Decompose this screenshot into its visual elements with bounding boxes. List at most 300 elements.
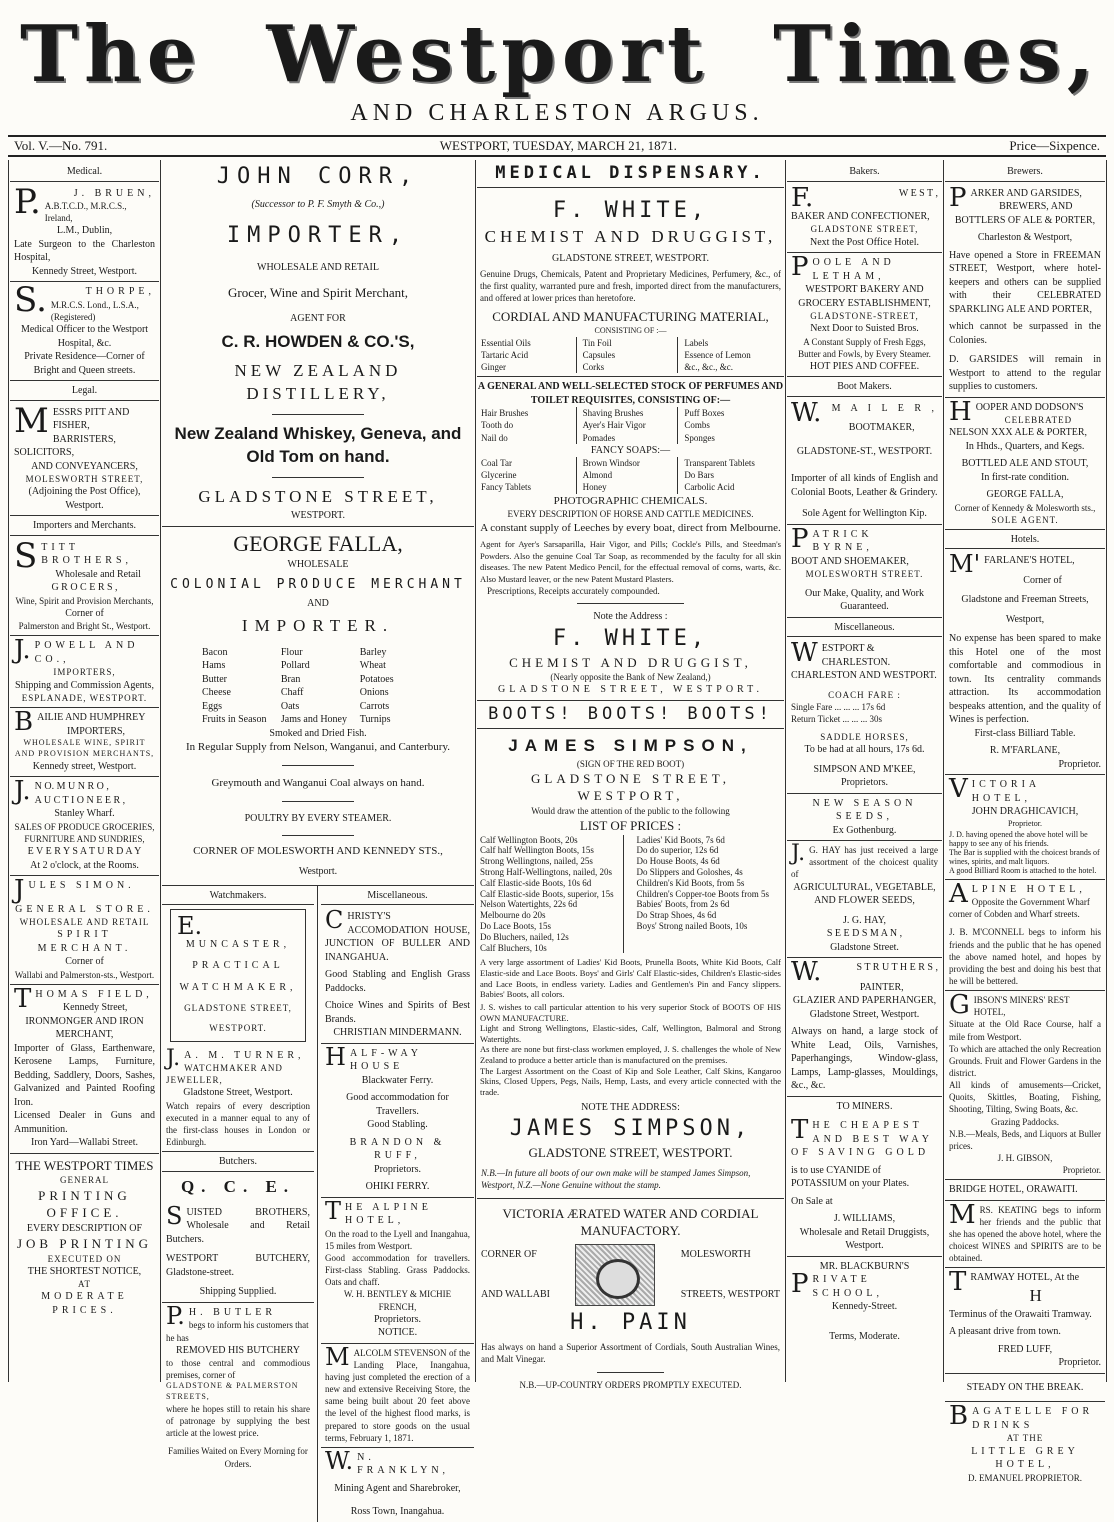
ad-title: HOMAS FIELD, <box>35 988 153 1000</box>
ad-line: MERCHANT, <box>55 1029 114 1041</box>
ad-victoria-hotel <box>945 775 1105 879</box>
ad-line: Importer of Glass, Earthenware, Kerosene Lamps, Furniture, Bedding, Saddlery, Doors, Sashes, Galvanized and Painted Roofing Iron. <box>14 1042 155 1108</box>
drop-cap: A <box>949 878 968 909</box>
ad-line: The Bar is supplied with the choicest brands of wines, spirits, and malt liquors. <box>949 848 1100 867</box>
section-heading: Brewers. <box>945 164 1105 182</box>
ad-muncaster <box>170 909 306 1041</box>
col2-bottom-right <box>318 886 474 1522</box>
ad-line: Grazing Paddocks. <box>991 1116 1059 1127</box>
ad-line: Would draw the attention of the public to the following <box>531 805 730 816</box>
ad-line: IMPORTERS, <box>67 725 126 737</box>
ad-line: GENERAL <box>60 1175 109 1186</box>
ad-title: FARLANE'S HOTEL, <box>984 555 1075 567</box>
drop-cap: P <box>791 1269 809 1300</box>
ad-line: In Hhds., Quarters, and Kegs. <box>965 440 1085 452</box>
list-item: Strong Half-Wellingtons, nailed, 20s <box>480 867 613 877</box>
ad-line: Wallabi and Palmerston-sts., Westport. <box>14 969 155 980</box>
list-item: Transparent Tablets <box>684 458 755 469</box>
list-item: Nelson Watertights, 22s 6d <box>480 899 578 910</box>
ad-line: WESTPORT BUTCHERY, Gladstone-street. <box>166 1253 310 1278</box>
ad-line: IMPORTERS, <box>53 667 116 678</box>
ad-line: AT <box>78 1279 91 1290</box>
column-5 <box>945 162 1105 1483</box>
list-item: Shaving Brushes <box>582 408 644 419</box>
drop-cap: P. <box>166 1301 185 1330</box>
ad-line: Private Residence—Corner of Bright and Queen streets. <box>24 351 145 376</box>
ad-line: MR. BLACKBURN'S <box>819 1260 910 1272</box>
ad-line: A Constant Supply of Fresh Eggs, Butter and Fowls, by Every Steamer. <box>798 336 931 359</box>
ad-line: Situate at the Old Race Course, half a mile from Westport. <box>949 1019 1101 1042</box>
list-item: Carrots <box>359 700 390 712</box>
ad-printing-office <box>10 1154 159 1321</box>
ad-line: H <box>1029 1285 1042 1305</box>
ad-line: WESTPORT BAKERY AND <box>805 284 924 296</box>
list-item: Do Bars <box>684 470 715 481</box>
drop-cap: T <box>791 1115 809 1146</box>
list-item: Calf Wellington Boots, 20s <box>480 834 578 845</box>
column-rule <box>785 160 786 1382</box>
ad-line: G R O C E R S , <box>51 582 118 594</box>
list-item: Capsules <box>582 349 616 360</box>
ad-title: JAMES SIMPSON, <box>509 1116 752 1141</box>
ad-line: BAKER AND CONFECTIONER, <box>791 210 930 222</box>
ad-line: CELEBRATED <box>1004 415 1073 425</box>
ad-line: WATCHMAKER, <box>179 981 297 993</box>
ad-title: MUNCASTER, <box>185 938 291 950</box>
ad-line: FRED LUFF, <box>997 1343 1053 1355</box>
drop-cap: M' <box>949 550 981 579</box>
ad-halfway <box>321 1044 474 1198</box>
ad-title: IBSON'S MINERS' REST HOTEL, <box>973 995 1070 1018</box>
ad-line: Families Waited on Every Morning for Orders. <box>168 1446 308 1469</box>
ad-line: MOLESWORTH <box>680 1249 751 1261</box>
ad-line: GLADSTONE STREET, WESTPORT. <box>552 252 709 264</box>
ad-line: Grocer, Wine and Spirit Merchant, <box>228 285 408 301</box>
ad-line: Sole Agent for Wellington Kip. <box>802 508 927 520</box>
ad-line: PRACTICAL <box>192 960 284 972</box>
ad-line: GLAZIER AND PAPERHANGER, <box>792 995 937 1007</box>
ad-line: NELSON XXX ALE & PORTER, <box>949 427 1088 439</box>
ad-line: Proprietors. <box>841 777 888 789</box>
ad-title: VICTORIA ÆRATED WATER AND CORDIAL MANUFACTORY. <box>502 1205 759 1239</box>
ad-seeds-header <box>787 794 942 842</box>
list-item: &c., &c., &c. <box>684 362 734 373</box>
ad-line: COACH FARE : <box>828 689 901 700</box>
list-item: Nail do <box>481 432 508 443</box>
ad-line: WHOLESALE <box>287 559 349 571</box>
col2-bottom-left <box>162 886 318 1522</box>
ad-title: THORPE, <box>85 286 155 298</box>
ad-line: begs to inform his customers that he has <box>166 1320 309 1343</box>
list-item: Hair Brushes <box>481 408 529 419</box>
ad-line: A.B.T.C.D., M.R.C.S., Ireland, <box>44 201 127 224</box>
drop-cap: J. <box>14 635 31 666</box>
ad-line: CORNER OF <box>481 1249 537 1261</box>
ad-line: Importer of all kinds of English and Colonial Boots, Leather & Grindery. <box>791 473 938 498</box>
title-word: Westport <box>266 8 709 100</box>
drop-cap: J. <box>791 841 806 867</box>
list-item: Children's Copper-toe Boots from 5s <box>636 888 769 899</box>
ad-line: GLADSTONE STREET, <box>184 1003 292 1014</box>
column-1 <box>10 162 159 1382</box>
drop-cap: V <box>949 774 968 805</box>
ad-munro <box>10 777 159 876</box>
list-item: Hams <box>202 660 226 672</box>
cordial-list <box>477 337 784 373</box>
list-item: Combs <box>684 420 710 431</box>
goods-col-1 <box>202 646 276 727</box>
drop-cap: W <box>791 638 818 669</box>
ad-title: POWELL AND CO., <box>34 640 139 665</box>
ad-line: J. WILLIAMS, <box>833 1213 896 1225</box>
list-item: Eggs <box>202 700 222 712</box>
ad-line: Proprietors. <box>374 1313 421 1325</box>
list-item: Do do superior, 12s 6d <box>636 845 719 856</box>
ad-title: RIVATE SCHOOL, <box>812 1274 884 1299</box>
ad-line: Westport. <box>845 1240 884 1252</box>
ad-line: BOOT AND SHOEMAKER, <box>791 555 909 567</box>
ad-alpine-hotel-col2 <box>321 1198 474 1344</box>
ad-title: TITT BROTHERS, <box>41 541 133 567</box>
ad-line: Gladstone Street, Westport. <box>809 1008 920 1020</box>
list-item: Pollard <box>280 660 310 672</box>
ad-line: N.B.—In future all boots of our own make will be stamped James Simpson, Westport, N.Z.—None Genuine without the stamp. <box>477 1161 784 1198</box>
column-rule <box>475 160 476 1382</box>
ad-line: A pleasant drive from town. <box>949 1326 1061 1338</box>
list-item: Fancy Tablets <box>481 482 531 493</box>
ad-line: (SIGN OF THE RED BOOT) <box>576 758 685 769</box>
ad-line: JOB PRINTING <box>16 1236 153 1252</box>
column-rule <box>1106 160 1107 1382</box>
ad-line: Next Door to Suisted Bros. <box>810 323 919 335</box>
ad-line: which cannot be surpassed in the Colonies. <box>949 321 1101 346</box>
ad-line: Our Make, Quality, and Work Guaranteed. <box>805 587 924 613</box>
ad-title: HE ALPINE HOTEL, <box>345 1201 432 1227</box>
ad-line: Ex Gothenburg. <box>832 824 897 836</box>
ad-line: On the road to the Lyell and Inangahua, 15 miles from Westport. <box>325 1228 470 1251</box>
ad-title: COLONIAL PRODUCE MERCHANT <box>170 576 466 592</box>
ad-line: E V E R Y S A T U R D A Y <box>27 846 142 858</box>
ad-line: Good Stabling. <box>367 1119 428 1131</box>
ad-line: Proprietor. <box>1062 1165 1101 1176</box>
ad-line: Has always on hand a Superior Assortment of Cordials, South Australian Wines, and Malt Vinegar. <box>481 1342 780 1365</box>
ad-line: No expense has been spared to make this Hotel one of the most comfortable and commodious in town. Its centrality commands attraction. Its accommodation bespeaks attention, and the quality of Wines is perfection. <box>949 633 1101 726</box>
ad-line: On Sale at <box>791 1195 833 1207</box>
ad-line: BOTTLERS OF ALE & PORTER, <box>954 214 1096 226</box>
ad-line: PHOTOGRAPHIC CHEMICALS. <box>553 494 708 507</box>
ad-line: Kennedy Street, Westport. <box>31 265 138 277</box>
ad-line: Palmerston and Bright St., Westport. <box>18 621 151 632</box>
ad-title: JOHN CORR, <box>216 164 420 189</box>
ad-title: OOLE AND LETHAM, <box>812 257 895 282</box>
ad-line: Westport. <box>65 499 104 511</box>
ad-line: EVERY DESCRIPTION OF <box>26 1222 143 1234</box>
list-item: Do Slippers and Goloshes, 4s <box>636 867 743 877</box>
newspaper-title <box>20 8 1100 100</box>
list-item: Calf Bluchers, 10s <box>480 942 547 953</box>
ad-coach <box>787 639 942 794</box>
ad-line: JOHN DRAGHICAVICH, <box>971 806 1079 818</box>
ad-title: ULES SIMON. <box>28 880 135 892</box>
ad-struthers <box>787 958 942 1097</box>
ad-line: MODERATE PRICES. <box>41 1291 128 1316</box>
list-item: Honey <box>582 482 607 493</box>
drop-cap: S <box>14 535 38 576</box>
ad-line: All kinds of amusements—Cricket, Quoits, Skittles, Boating, Fishing, Shooting, Tilting, Swing Boats, &c. <box>949 1080 1101 1115</box>
ad-line: J. H. GIBSON, <box>997 1152 1053 1163</box>
ad-gibson <box>945 991 1105 1180</box>
list-item: Children's Kid Boots, from 5s <box>636 877 745 888</box>
ad-line: Kennedy street, Westport. <box>32 760 137 772</box>
ad-mailer <box>787 399 942 525</box>
ad-line: Good accommodation for travellers. First-class Stabling. Grass Paddocks. Oats and chaff. <box>325 1253 470 1288</box>
list-item: Puff Boxes <box>684 408 725 419</box>
ad-line: To which are attached the only Recreation Grounds. Fruit and Flower Gardens in the district. <box>949 1043 1101 1078</box>
list-item: Strong Wellingtons, nailed, 25s <box>480 856 593 867</box>
factory-engraving-row <box>477 1240 784 1306</box>
column-rule <box>943 160 944 1382</box>
section-heading: Importers and Merchants. <box>10 518 159 536</box>
drop-cap: M <box>325 1342 350 1371</box>
ad-title: THE WESTPORT TIMES <box>15 1157 154 1173</box>
ad-line: Opposite the Government Wharf <box>971 897 1090 908</box>
ad-line: MOLESWORTH STREET, <box>25 474 144 485</box>
ad-title: CORDIAL AND MANUFACTURING MATERIAL, <box>492 309 769 325</box>
ad-line: IRONMONGER AND IRON <box>25 1015 144 1027</box>
ad-poole <box>787 253 942 377</box>
ad-line: Terms, Moderate. <box>829 1330 900 1342</box>
ad-title: BOOTS! BOOTS! BOOTS! <box>477 701 784 729</box>
ad-title: ESTPORT & CHARLESTON. <box>821 643 891 668</box>
ad-line: BREWERS, AND <box>999 201 1073 212</box>
ad-line: Shipping Supplied. <box>199 1286 277 1298</box>
dateline-bar <box>8 135 1106 157</box>
ad-line: Corner of <box>65 956 104 968</box>
ad-line: W. H. BENTLEY & MICHIE FRENCH, <box>343 1289 452 1312</box>
ad-west <box>787 184 942 254</box>
drop-cap: P <box>949 182 967 213</box>
ad-title: S T R U T H E R S , <box>856 962 938 974</box>
ad-title: N. FRANKLYN, <box>357 1451 450 1477</box>
ad-pitt <box>10 400 159 517</box>
ad-bagatelle <box>945 1402 1105 1486</box>
list-item: Cheese <box>202 687 231 699</box>
ad-line: Medical Officer to the Westport Hospital, &c. <box>20 324 149 349</box>
ad-line: Smoked and Dried Fish. <box>269 727 367 739</box>
goods-list <box>162 646 474 727</box>
ad-line: A U C T I O N E E R , <box>34 794 126 806</box>
drop-cap: F. <box>791 182 814 213</box>
ad-school <box>787 1257 942 1347</box>
list-item: Chaff <box>280 687 304 699</box>
ad-line: WATCHMAKER AND JEWELLER, <box>166 1063 283 1086</box>
ad-line: Choice Wines and Spirits of Best Brands. <box>325 1000 470 1025</box>
ad-mfarlane <box>945 551 1105 775</box>
list-item: Tooth do <box>481 420 514 431</box>
drop-cap: T <box>325 1196 342 1225</box>
ad-line: AND <box>307 598 329 610</box>
drop-cap: P <box>791 523 809 554</box>
ad-line: J. S. wishes to call particular attention to his very superior Stock of BOOTS OF HIS OWN MANUFACTURE. <box>480 1001 781 1023</box>
section-heading: Bakers. <box>787 164 942 182</box>
ad-line: CHRISTIAN MINDERMANN. <box>333 1027 462 1039</box>
ad-line: where he hopes still to retain his share of patronage by supplying the best article at the lowest price. <box>166 1404 310 1439</box>
ad-line: EXECUTED ON <box>47 1253 122 1264</box>
ad-line: Good accommodation for Travellers. <box>346 1092 449 1117</box>
ad-steady <box>945 1374 1105 1403</box>
ad-line: WHOLESALE AND RETAIL <box>19 917 150 928</box>
ad-title: ARKER AND GARSIDES, <box>970 187 1082 199</box>
ad-line: J. B. M'CONNELL begs to inform his friends and the public that he has opened the above named hotel, and hopes by providing the best and doing his best that he will be bettered. <box>949 927 1101 986</box>
ad-line: NOTE THE ADDRESS: <box>581 1101 680 1113</box>
ad-line: WHOLESALE AND RETAIL <box>257 261 379 273</box>
drop-cap: W. <box>791 957 822 988</box>
list-item: Babies' Boots, from 2s 6d <box>636 899 730 910</box>
drop-cap: T <box>949 1267 967 1298</box>
ad-line: Return Ticket ... ... ... 30s <box>791 713 883 724</box>
list-item: Jams and Honey <box>280 714 347 726</box>
ad-title: C. R. HOWDEN & CO.'S, <box>221 332 415 352</box>
ad-stitt <box>10 535 159 637</box>
ad-line: A very large assortment of Ladies' Kid Boots, Prunella Boots, White Kid Boots, Calf Elastic-side and Lace Boots. Boys' and Girls' Calf Elastic-sides, Children's Elastic-sides and Lace Boots, in endless variety. Ladies and Gentlemen's Pin and Fancy slippers. Babies' Boots, all colors. <box>480 957 781 1000</box>
ad-bruen <box>10 181 159 283</box>
ad-line: POULTRY BY EVERY STEAMER. <box>244 812 392 824</box>
ad-line: HOT PIES AND COFFEE. <box>809 360 920 372</box>
list-item: Brown Windsor <box>582 458 640 469</box>
section-heading: Boot Makers. <box>787 379 942 397</box>
ad-title: IMPORTER, <box>226 223 410 249</box>
list-item: Do Strap Shoes, 4s 6d <box>636 910 717 921</box>
ad-line: UISTED BROTHERS, Wholesale and Retail Butchers. <box>166 1206 310 1245</box>
column-3 <box>477 162 784 1390</box>
ad-line: GLADSTONE STREET, WESTPORT. <box>477 683 784 701</box>
list-item: Carbolic Acid <box>684 482 735 493</box>
ad-line: Wholesale and Retail <box>55 568 141 580</box>
ad-line: GLADSTONE STREET, WESTPORT. <box>528 1144 733 1160</box>
drop-cap: J <box>14 875 25 906</box>
drop-cap: G <box>949 990 970 1021</box>
ad-line: GLADSTONE-STREET, <box>810 311 919 322</box>
list-item: Pomades <box>582 432 616 443</box>
column-2 <box>162 162 474 1518</box>
ad-thorpe <box>10 282 159 381</box>
ad-line: Note the Address : <box>593 611 668 623</box>
column-rule <box>160 160 161 1382</box>
list-item: Bacon <box>202 646 228 658</box>
ad-line: Westport. <box>162 859 474 886</box>
ad-title: CHEMIST AND DRUGGIST, <box>484 226 777 246</box>
list-item: Calf Elastic-side Boots, 10s 6d <box>480 877 592 888</box>
ad-line: Shipping and Commission Agents, <box>15 679 154 691</box>
ad-line: Charleston & Westport, <box>977 232 1073 243</box>
ad-line: At 2 o'clock, at the Rooms. <box>30 859 139 871</box>
ad-line: The Largest Assortment on the Coast of Kip and Sole Leather, Calf Skins, Kangaroo Skins, Closed Uppers, Pegs, Nails, Hemp, Lasts, and every article connected with the trade. <box>480 1065 781 1097</box>
column-4 <box>787 162 942 1382</box>
ad-title: JAMES SIMPSON, <box>508 735 753 755</box>
drop-cap: M <box>949 1199 976 1230</box>
ad-line: Watch repairs of every description executed in a manner equal to any of the first-class houses in London or Edinburgh. <box>166 1100 310 1148</box>
ad-butler <box>162 1303 314 1473</box>
ad-keating <box>945 1201 1105 1269</box>
ad-line: Ross Town, Inangahua. <box>350 1506 445 1518</box>
ad-title: A. M. TURNER, <box>184 1049 305 1061</box>
ad-line: Proprietor. <box>1008 818 1042 828</box>
ad-alpine-hotel <box>945 880 1105 991</box>
ad-line: Good Stabling and English Grass Paddocks. <box>325 969 470 994</box>
list-item: Melbourne do 20s <box>480 910 546 921</box>
ad-stevenson <box>321 1344 474 1448</box>
ad-line: GLADSTONE STREET, <box>198 487 438 507</box>
ad-line: Stanley Wharf. <box>54 808 115 820</box>
ad-line: As there are none but first-class workmen employed, J. S. challenges the whole of New Zealand to produce a better article than is manufactured on the premises. <box>480 1044 781 1065</box>
ad-line: J. D. having opened the above hotel will be happy to see any of his friends. <box>949 829 1088 848</box>
ad-line: LITTLE GREY HOTEL, <box>971 1445 1079 1471</box>
price: Price—Sixpence. <box>1009 138 1100 153</box>
ad-line: Late Surgeon to the Charleston Hospital, <box>14 238 155 264</box>
ad-line: G. HAY has just received a large assortment of the choicest quality of <box>791 845 938 880</box>
ad-line: WESTPORT. <box>162 509 474 527</box>
ad-line: Light and Strong Wellingtons, Elastic-sides, Calf, Wellington, Balmoral and Strong Watertights. <box>480 1023 781 1044</box>
ad-line: Proprietor. <box>1058 758 1101 770</box>
ad-line: GLADSTONE & PALMERSTON STREETS, <box>166 1381 299 1402</box>
ad-line: corner of Cobden and Wharf streets. <box>949 909 1080 920</box>
ad-line: GLADSTONE STREET, WESTPORT, <box>531 770 730 804</box>
ad-line: STREETS, WESTPORT <box>680 1288 780 1300</box>
ad-line: Iron Yard—Wallabi Street. <box>31 1137 138 1149</box>
section-heading: Miscellaneous. <box>787 620 942 638</box>
ad-line: Corner of Kennedy & Molesworth sts., <box>954 502 1096 513</box>
drop-cap: J. <box>14 776 31 807</box>
price-list <box>477 835 784 954</box>
ad-line: GEORGE FALLA, <box>986 489 1064 501</box>
list-item: Flour <box>280 646 303 658</box>
ad-title: F. WHITE, <box>552 197 709 223</box>
ad-line: SPIRIT MERCHANT. <box>37 929 132 954</box>
ad-line: Corner of <box>65 607 104 619</box>
ad-title: AGATELLE FOR DRINKS <box>972 1406 1094 1431</box>
drop-cap: C <box>325 906 344 935</box>
ad-bailie <box>10 708 159 777</box>
drop-cap: P <box>791 252 809 283</box>
list-item: Bran <box>280 673 301 685</box>
list-item: Barley <box>359 646 387 658</box>
ad-line: AGRICULTURAL, VEGETABLE, AND FLOWER SEEDS, <box>793 881 936 907</box>
ad-line: AGENT FOR <box>290 312 346 324</box>
list-item: Boys' Strong nailed Boots, 10s <box>636 920 748 931</box>
ad-line: SIMPSON AND M'KEE, <box>813 763 916 775</box>
ad-line: Gladstone Street, Westport. <box>183 1087 293 1099</box>
ad-line: In Regular Supply from Nelson, Wanganui, and Canterbury. <box>186 741 450 754</box>
ad-line: REMOVED HIS BUTCHERY <box>176 1344 300 1356</box>
list-item: Potatoes <box>359 673 394 685</box>
ad-simon <box>10 876 159 985</box>
ad-title: HE CHEAPEST AND BEST WAY OF SAVING GOLD <box>791 1120 933 1159</box>
ad-line: MOLESWORTH STREET. <box>805 569 924 580</box>
ad-line: Agent for Ayer's Sarsaparilla, Hair Vigor, and Pills; Cockle's Pills, and Steedman's Powders. Also the genuine Coal Tar Soap, as recommended by the faculty for all skin diseases. The new Patent Medico Pencil, for the effectual removal of corns, warts, &c. Also Mustard leaver, or the new Patent Mustard Plasters. <box>480 539 781 584</box>
list-item: Tartaric Acid <box>481 349 529 360</box>
ad-line: Blackwater Ferry. <box>361 1074 434 1086</box>
ad-line: AT THE <box>1006 1433 1044 1444</box>
ad-line: ESPLANADE, WESTPORT. <box>21 693 148 704</box>
ad-line: Gladstone Street. <box>830 941 899 953</box>
ad-line: A constant supply of Leeches by every boat, direct from Melbourne. <box>480 521 781 534</box>
ad-line: Terminus of the Orawaiti Tramway. <box>949 1308 1092 1320</box>
goods-col-2 <box>281 646 355 727</box>
list-item: Wheat <box>359 660 386 672</box>
ad-title: NEW SEASON SEEDS, <box>812 797 917 823</box>
ad-line: Proprietors. <box>374 1163 421 1175</box>
ad-line: R. M'FARLANE, <box>989 745 1061 757</box>
